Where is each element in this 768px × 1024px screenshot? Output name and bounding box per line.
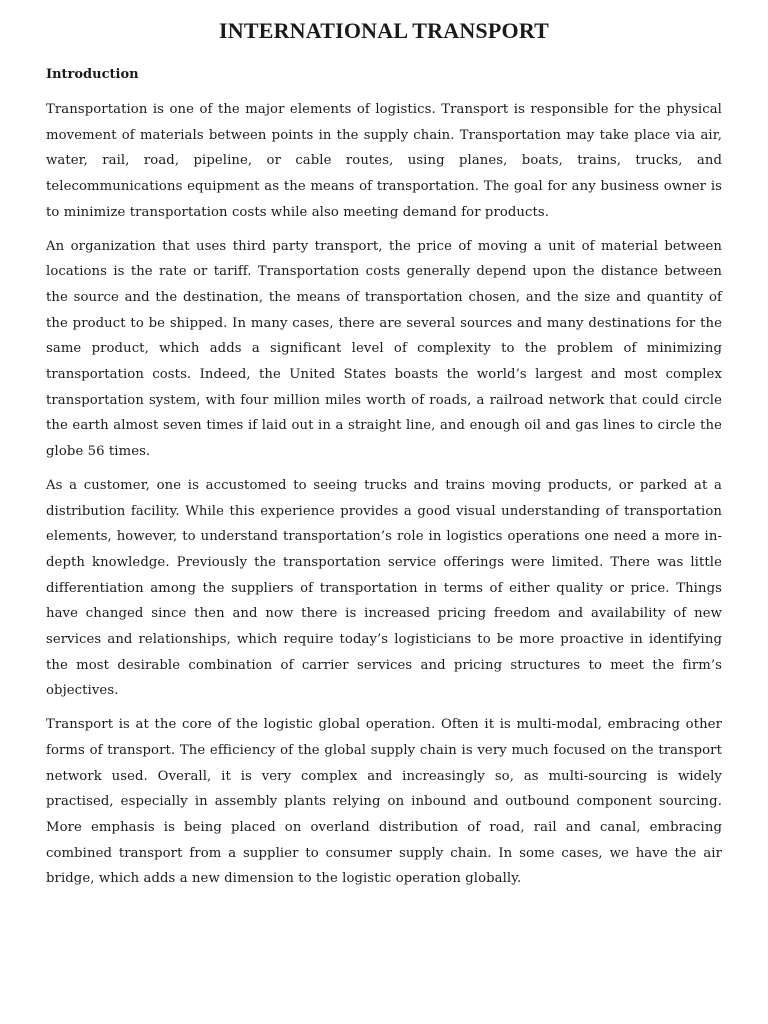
paragraph-3: As a customer, one is accustomed to seeing trucks and trains moving products, or parked at a distribution facility. While this experience provides a good visual understanding of transportation elements, however, to understand transportation’s role in logistics operations one need a more in-depth knowledge. Previously the transportation service offerings were limited. There was little differentiation among the suppliers of transportation in terms of either quality or price. Things have changed since then and now there is increased pricing freedom and availability of new services and relationships, which require today’s logisticians to be more proactive in identifying the most desirable combination of carrier services and pricing structures to meet the firm’s objectives. <box>46 477 722 699</box>
section-heading-introduction: Introduction <box>46 67 139 82</box>
paragraph-1: Transportation is one of the major elements of logistics. Transport is responsible for the physical movement of materials between points in the supply chain. Transportation may take place via air, water, rail, road, pipeline, or cable routes, using planes, boats, trains, trucks, and telecommunications equipment as the means of transportation. The goal for any business owner is to minimize transportation costs while also meeting demand for products. <box>46 102 722 220</box>
paragraph-2: An organization that uses third party transport, the price of moving a unit of material between locations is the rate or tariff. Transportation costs generally depend upon the distance between the source and the destination, the means of transportation chosen, and the size and quantity of the product to be shipped. In many cases, there are several sources and many destinations for the same product, which adds a significant level of complexity to the problem of minimizing transportation costs. Indeed, the United States boasts the world’s largest and most complex transportation system, with four million miles worth of roads, a railroad network that could circle the earth almost seven times if laid out in a straight line, and enough oil and gas lines to circle the globe 56 times. <box>46 238 722 460</box>
page-title: INTERNATIONAL TRANSPORT <box>218 18 550 43</box>
paragraph-4: Transport is at the core of the logistic global operation. Often it is multi-modal, embracing other forms of transport. The efficiency of the global supply chain is very much focused on the transport network used. Overall, it is very complex and increasingly so, as multi-sourcing is widely practised, especially in assembly plants relying on inbound and outbound component sourcing. More emphasis is being placed on overland distribution of road, rail and canal, embracing combined transport from a supplier to consumer supply chain. In some cases, we have the air bridge, which adds a new dimension to the logistic operation globally. <box>46 717 722 887</box>
